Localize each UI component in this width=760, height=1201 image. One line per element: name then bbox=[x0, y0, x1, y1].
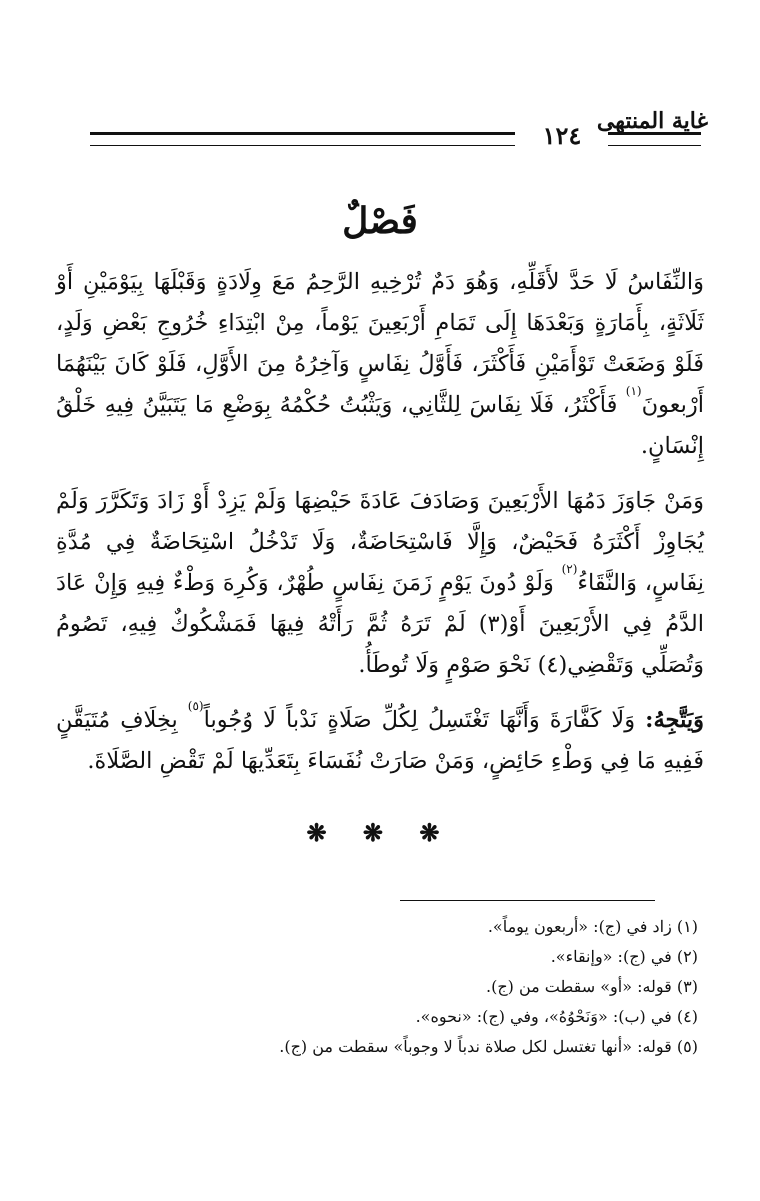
paragraph-lead: وَيَتَّجِهُ: bbox=[645, 707, 704, 733]
footnote-rule bbox=[400, 900, 655, 901]
footnote-marker: (٢) bbox=[561, 562, 578, 576]
page-number: ١٢٤ bbox=[542, 121, 582, 150]
paragraph-text: وَمَنْ جَاوَزَ دَمُهَا الأَرْبَعِينَ وَصَادَفَ عَادَةَ حَيْضِهَا وَلَمْ يَزِدْ أَوْ زَادَ وَتَكَرَّرَ وَلَمْ يُجَاوِزْ أَكْثَرَهُ فَحَيْضٌ، وَإِلَّا فَاسْتِحَاضَةٌ، وَلَا تَدْخُلُ اسْتِحَاضَةٌ فِي مُدَّةِ نِفَاسٍ، وَالنَّقَاءُ bbox=[56, 488, 704, 596]
paragraph-tail: وَلَوْ دُونَ يَوْمٍ زَمَنَ نِفَاسٍ طُهْرٌ، وَكُرِهَ وَطْءٌ فِيهِ وَإِنْ عَادَ الدَّمُ فِي الأَرْبَعِينَ أَوْ(٣) لَمْ تَرَهُ ثُمَّ رَأَتْهُ فِيهَا فَمَشْكُوكٌ فِيهِ، تَصُومُ وَتُصَلِّي وَتَقْضِي(٤) نَحْوَ صَوْمٍ وَلَا تُوطَأُ. bbox=[56, 570, 704, 678]
body-text bbox=[56, 262, 704, 796]
paragraph-tail: بِخِلَافِ مُتَيَقَّنٍ فَفِيهِ مَا فِي وَطْءِ حَائِضٍ، وَمَنْ صَارَتْ نُفَسَاءَ بِتَعَدِّيهَا لَمْ تَقْضِ الصَّلَاةَ. bbox=[56, 707, 704, 774]
footnote-1: (١) زاد في (ج): «أربعون يوماً». bbox=[487, 917, 698, 936]
paragraph-tail: فَأَكْثَرُ، فَلَا نِفَاسَ لِلثَّانِي، وَيَثْبُتُ حُكْمُهُ بِوَضْعِ مَا يَتَبَيَّنُ فِيهِ خَلْقُ إِنْسَانٍ. bbox=[56, 392, 704, 459]
running-head-title: غاية المنتهى bbox=[596, 108, 708, 134]
paragraph-text: وَلَا كَفَّارَةَ وَأَنَّهَا تَغْتَسِلُ لِكُلِّ صَلَاةٍ نَدْباً لَا وُجُوباً bbox=[203, 707, 646, 733]
paragraph-1 bbox=[56, 262, 704, 467]
footnote-4: (٤) في (ب): «وَنَحْوُهُ»، وفي (ج): «نحوه». bbox=[415, 1007, 698, 1026]
paragraph-text: وَالنِّفَاسُ لَا حَدَّ لأَقَلِّهِ، وَهُوَ دَمٌ تُرْخِيهِ الرَّحِمُ مَعَ وِلَادَةٍ وَقَبْلَهَا بِيَوْمَيْنِ أَوْ ثَلَاثَةٍ، بِأَمَارَةٍ وَبَعْدَهَا إِلَى تَمَامِ أَرْبَعِينَ يَوْماً، مِنْ ابْتِدَاءِ خُرُوجِ بَعْضِ وَلَدٍ، فَلَوْ وَضَعَتْ تَوْأَمَيْنِ فَأَكْثَرَ، فَأَوَّلُ نِفَاسٍ وَآخِرُهُ مِنَ الأَوَّلِ، فَلَوْ كَانَ بَيْنَهُمَا أَرْبعونَ bbox=[56, 269, 704, 418]
header-rule-left bbox=[90, 132, 515, 146]
footnote-3: (٣) قوله: «أو» سقطت من (ج). bbox=[485, 977, 698, 996]
paragraph-3 bbox=[56, 700, 704, 782]
footnote-2: (٢) في (ج): «وإنقاء». bbox=[550, 947, 698, 966]
footnotes bbox=[100, 912, 698, 1062]
header-rule-right bbox=[608, 132, 701, 146]
footnote-marker: (١) bbox=[625, 384, 642, 398]
section-separator: ❋ ❋ ❋ bbox=[306, 818, 454, 847]
footnote-5: (٥) قوله: «أنها تغتسل لكل صلاة ندباً لا وجوباً» سقطت من (ج). bbox=[279, 1037, 698, 1056]
footnote-marker: (٥) bbox=[187, 699, 204, 713]
section-title: فَصْلٌ bbox=[342, 200, 418, 242]
paragraph-2 bbox=[56, 481, 704, 686]
